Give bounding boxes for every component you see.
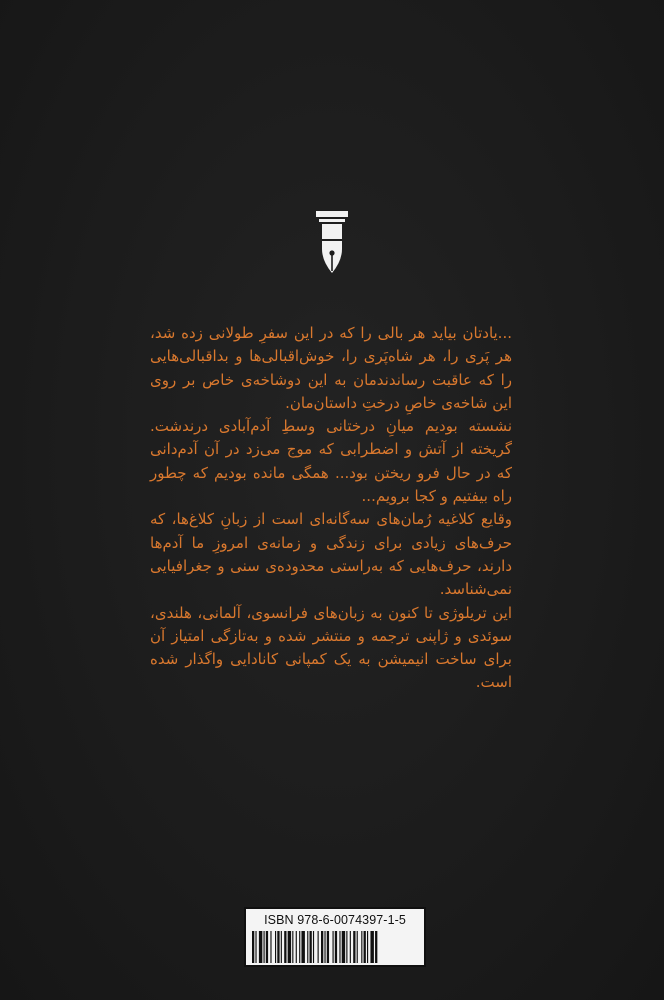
isbn-label: ISBN 978-6-0074397-1-5 [264,913,406,927]
barcode-bar [281,931,282,963]
barcode-bar [292,931,293,963]
barcode-bar [284,931,286,963]
barcode-bar [367,931,368,963]
barcode-bar [299,931,300,963]
blurb-text [150,322,512,695]
blurb-paragraph: نشسته بودیم میانِ درختانی وسطِ آدم‌آبادی درندشت. گریخته از آتش و اضطرابی که موج می‌زد در آن آدم‌دانی که در حال فرو ریختن بود... همگی مانده بودیم که چطور راه بیفتیم و کجا برویم... [150,417,512,506]
barcode-bar [288,931,291,963]
isbn-barcode-box [244,907,426,967]
fountain-pen-nib-icon [315,211,349,273]
barcode-bar [270,931,271,963]
barcode-bar [275,931,276,963]
barcode-bar [313,931,314,963]
blurb-paragraph: ...یادتان بیاید هر بالی را که در این سفرِ طولانی زده شد، هر پَری را، هر شاه‌پَری را، خوش‌اقبالی‌ها و بداقبالی‌هایی را که عاقبت رساندندمان به این دوشاخه‌ی خاص بر روی این شاخه‌ی خاصِ درختِ داستان‌مان. [150,324,512,412]
barcode-bar [301,931,304,963]
barcode-bar [318,931,319,963]
barcode-bar [327,931,329,963]
blurb-paragraph: این تریلوژی تا کنون به زبان‌های فرانسوی، آلمانی، هلندی، سوئدی و ژاپنی ترجمه و منتشر شده و به‌تازگی امتیاز آن برای ساخت انیمیشن به یک کمپانی کانادایی واگذار شده است. [150,603,512,692]
barcode-bar [342,931,345,963]
barcode-bar [277,931,279,963]
barcode-bar [353,931,355,963]
barcode-bar [264,931,265,963]
barcode-bar [370,931,373,963]
barcode-bar [335,931,337,963]
barcode-bar [339,931,340,963]
blurb-paragraph: وقایع کلاغیه رُمان‌های سه‌گانه‌ای است از زبانِ کلاغ‌ها، که حرف‌های زیادی برای زندگی و زمانه‌ی امروزِ ما آدم‌ها دارند، حرف‌هایی که به‌راستی محدوده‌ی سنی و جغرافیایی نمی‌شناسد. [150,510,512,599]
barcode-bar [346,931,347,963]
barcode-bar [361,931,362,963]
barcode-bar [364,931,366,963]
barcode-bar [307,931,308,963]
barcode-bar [310,931,312,963]
barcode-bar [375,931,377,963]
barcode-bar [266,931,268,963]
barcode-bar [333,931,334,963]
barcode-bar [255,931,256,963]
barcode-bar [321,931,323,963]
barcode-bar [296,931,297,963]
barcode-bar [350,931,351,963]
barcode-bar [259,931,262,963]
barcode-bar [324,931,325,963]
barcode-graphic [252,931,418,963]
barcode-bar [357,931,358,963]
barcode-bar [252,931,254,963]
